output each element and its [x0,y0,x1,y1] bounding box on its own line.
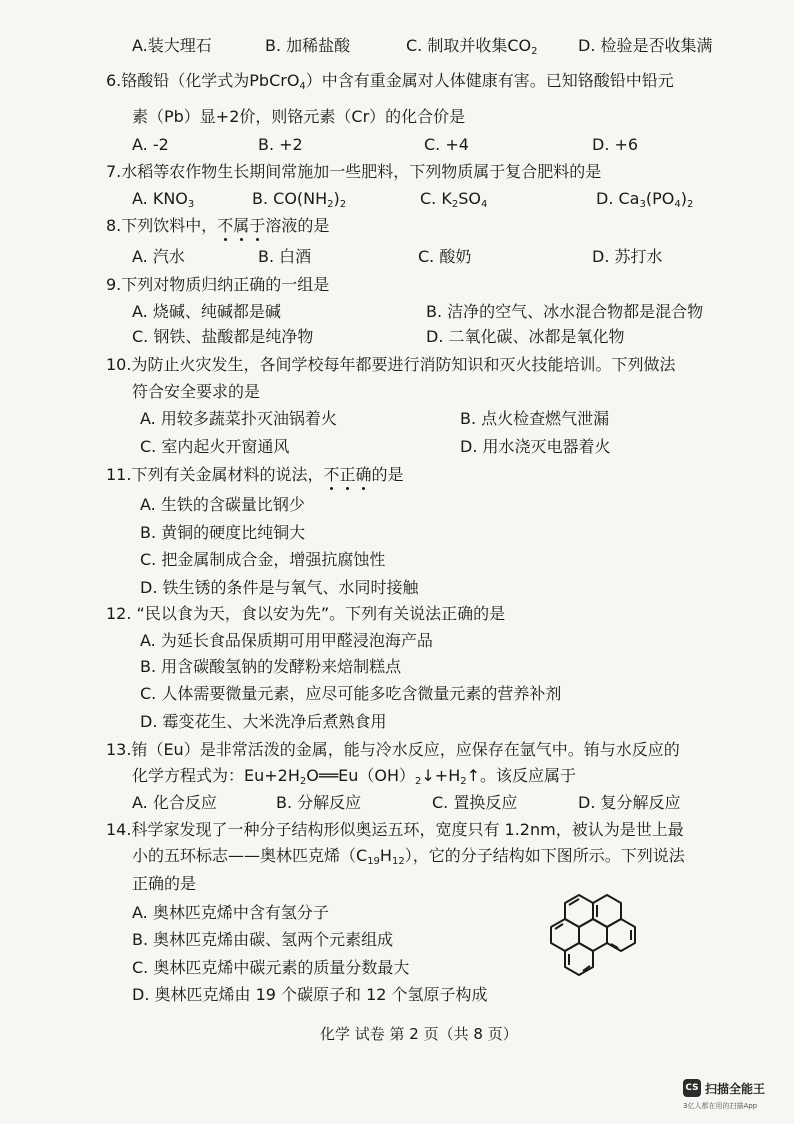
q5-option-c: C. 制取并收集$CO_2$ [406,36,538,57]
q10-option-a: A. 用较多蔬菜扑灭油锅着火 [140,409,337,428]
q13-option-a: A. 化合反应 [132,793,217,812]
q13-option-c: C. 置换反应 [432,793,518,812]
q11-option-d: D. 铁生锈的条件是与氧气、水同时接触 [140,578,419,597]
olympicene-structure-diagram [535,893,660,998]
q9-option-a: A. 烧碱、纯碱都是碱 [132,302,281,321]
q6-option-b: B. +2 [258,135,303,154]
q11-option-a: A. 生铁的含碳量比钢少 [140,495,305,514]
q13-option-d: D. 复分解反应 [578,793,681,812]
q5-option-d: D. 检验是否收集满 [578,36,713,55]
q11-option-b: B. 黄铜的硬度比纯铜大 [140,523,306,542]
q13-stem-line1: 13.铕（Eu）是非常活泼的金属，能与冷水反应，应保存在氩气中。铕与水反应的 [106,740,680,759]
watermark-tagline: 3亿人都在用的扫描App [683,1102,758,1110]
q13-stem-line2: 化学方程式为：$Eu+2H_2O══Eu(OH)_2↓+H_2↑$。该反应属于 [132,766,577,787]
q12-option-d: D. 霉变花生、大米洗净后煮熟食用 [140,712,387,731]
q14-stem-line2: 小的五环标志——奥林匹克烯$(C_{19}H_{12})$，它的分子结构如下图所示。下列说法 [132,846,685,867]
watermark-brand-name: 扫描全能王 [705,1082,766,1096]
q8-stem: 8.下列饮料中，不属于溶液的是 [106,216,330,235]
q12-stem: 12. “民以食为天，食以安为先”。下列有关说法正确的是 [106,604,506,623]
q5-option-b: B. 加稀盐酸 [265,36,351,55]
q13-option-b: B. 分解反应 [276,793,362,812]
q14-option-c: C. 奥林匹克烯中碳元素的质量分数最大 [132,958,410,977]
q6-option-c: C. +4 [424,135,469,154]
q6-stem-line2: 素（Pb）显+2价，则铬元素（Cr）的化合价是 [132,107,466,126]
q7-option-b: B. $CO(NH_2)_2$ [252,189,347,210]
q12-option-c: C. 人体需要微量元素，应尽可能多吃含微量元素的营养补剂 [140,684,562,703]
q14-option-b: B. 奥林匹克烯由碳、氢两个元素组成 [132,930,394,949]
q6-option-d: D. +6 [592,135,639,154]
page-footer: 化学 试卷 第 2 页（共 8 页） [320,1025,518,1043]
q12-option-a: A. 为延长食品保质期可用甲醛浸泡海产品 [140,631,433,650]
q7-option-d: D. $Ca_3(PO_4)_2$ [596,189,694,210]
q14-stem-line1: 14.科学家发现了一种分子结构形似奥运五环，宽度只有 1.2nm，被认为是世上最 [106,820,684,839]
q8-option-d: D. 苏打水 [592,247,663,266]
q6-stem-line1: 6.铬酸铅（化学式为PbCrO$_4$）中含有重金属对人体健康有害。已知铬酸铅中铅元 [106,71,674,92]
q7-stem: 7.水稻等农作物生长期间常施加一些肥料，下列物质属于复合肥料的是 [106,162,602,181]
q11-stem: 11.下列有关金属材料的说法，不正确的是 [106,465,404,484]
q10-option-c: C. 室内起火开窗通风 [140,437,290,456]
q10-stem-line1: 10.为防止火灾发生，各间学校每年都要进行消防知识和灭火技能培训。下列做法 [106,355,676,374]
q7-option-a: A. $KNO_3$ [132,189,195,210]
q10-stem-line2: 符合安全要求的是 [132,382,261,401]
q8-option-c: C. 酸奶 [418,247,472,266]
q6-option-a: A. -2 [132,135,169,154]
q11-option-c: C. 把金属制成合金，增强抗腐蚀性 [140,550,386,569]
q8-option-a: A. 汽水 [132,247,185,266]
q5-option-a: A.装大理石 [132,36,212,55]
q8-option-b: B. 白酒 [258,247,312,266]
q9-option-b: B. 洁净的空气、冰水混合物都是混合物 [426,302,704,321]
q14-stem-line3: 正确的是 [132,874,197,893]
q9-stem: 9.下列对物质归纳正确的一组是 [106,275,330,294]
q10-option-b: B. 点火检查燃气泄漏 [460,409,610,428]
q10-option-d: D. 用水浇灭电器着火 [460,437,611,456]
q9-option-d: D. 二氧化碳、冰都是氧化物 [426,327,625,346]
q14-option-d: D. 奥林匹克烯由 19 个碳原子和 12 个氢原子构成 [132,985,488,1004]
q9-option-c: C. 钢铁、盐酸都是纯净物 [132,327,314,346]
q12-option-b: B. 用含碳酸氢钠的发酵粉来焙制糕点 [140,657,402,676]
q14-option-a: A. 奥林匹克烯中含有氢分子 [132,903,329,922]
camscanner-logo-icon: CS [683,1079,701,1097]
q7-option-c: C. $K_2SO_4$ [420,189,488,210]
